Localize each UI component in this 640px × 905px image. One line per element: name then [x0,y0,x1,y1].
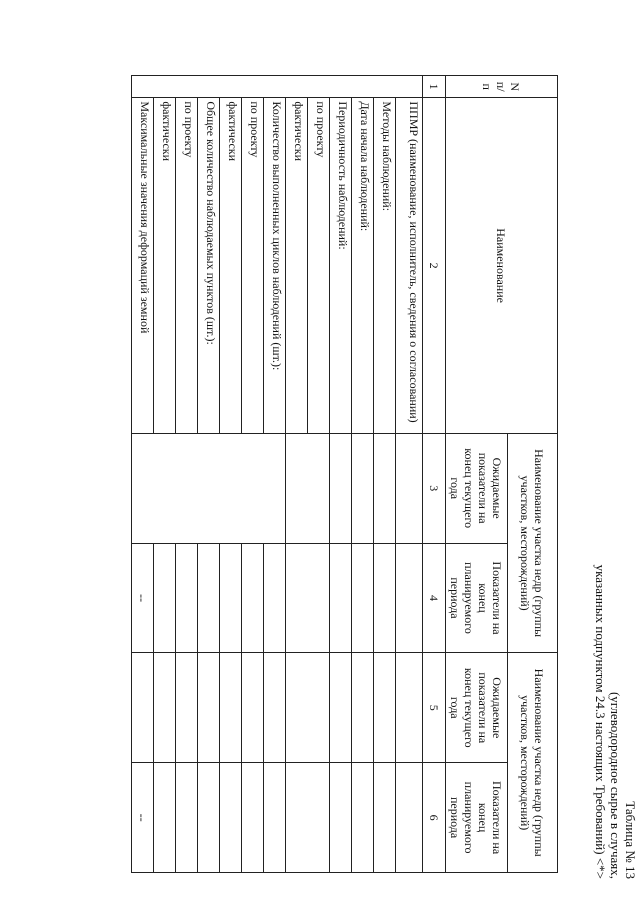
table-cell [198,653,220,763]
table-cell [352,543,374,653]
row-label: Количество выполненных циклов наблюдений (шт.): [264,98,286,433]
table-cell [286,763,330,873]
caption-line-1: Таблица № 13 [623,801,638,879]
row-number-empty [132,76,423,98]
table-cell [242,763,264,873]
table-row [330,76,352,873]
column-number: 3 [423,433,446,543]
table-cell [154,543,176,653]
table-cell [286,653,330,763]
header-group-2: Наименование участка недр (группы участков, месторождений) [508,653,558,873]
row-label: Методы наблюдений: [374,98,396,433]
table-cell [242,543,264,653]
table-cell [330,543,352,653]
row-label: фактически [220,98,242,433]
table-cell [352,763,374,873]
caption-line-2: (углеводородное сырье в случаях, [608,691,623,879]
table-cell [330,763,352,873]
dash-cell: -- [132,763,154,873]
table-caption [593,565,638,879]
table-cell [132,433,286,543]
header-planned-1: Показатели на конец планируемого периода [446,543,508,653]
table-cell [176,763,198,873]
table-cell [286,543,330,653]
dash-cell: -- [132,543,154,653]
table-cell [330,653,352,763]
table-cell [198,763,220,873]
table-cell [396,433,423,543]
table-cell [176,653,198,763]
column-number: 6 [423,763,446,873]
table-row [396,76,423,873]
row-label: Общее количество наблюдаемых пунктов (шт.): [198,98,220,433]
data-table [131,75,558,873]
row-label: по проекту [242,98,264,433]
column-number: 2 [423,98,446,433]
table-cell [374,543,396,653]
table-row [308,76,330,873]
row-label: Максимальные значения деформаций земной [132,98,154,433]
table-row [264,76,286,873]
table-cell [154,653,176,763]
table-cell [220,543,242,653]
column-number: 4 [423,543,446,653]
row-label: ППМР (наименование, исполнитель, сведения о согласовании) [396,98,423,433]
table-cell [374,763,396,873]
table-cell [264,763,286,873]
header-expected-1: Ожидаемые показатели на конец текущего года [446,433,508,543]
header-number: N п/п [446,76,558,98]
table-cell [374,433,396,543]
table-cell [286,433,330,543]
table-cell [264,653,286,763]
row-label: по проекту [176,98,198,433]
table-row [352,76,374,873]
table-row [374,76,396,873]
table-cell [242,653,264,763]
row-label: фактически [154,98,176,433]
monitoring-table [33,75,558,873]
row-label: фактически [286,98,308,433]
table-cell [352,653,374,763]
header-group-1: Наименование участка недр (группы участков, месторождений) [508,433,558,653]
header-name: Наименование [446,98,558,433]
table-cell [396,763,423,873]
table-cell [176,543,198,653]
table-cell [198,543,220,653]
table-cell [352,433,374,543]
table-cell [396,543,423,653]
row-label: Дата начала наблюдений: [352,98,374,433]
header-planned-2: Показатели на конец планируемого периода [446,763,508,873]
header-expected-2: Ожидаемые показатели на конец текущего года [446,653,508,763]
column-number: 5 [423,653,446,763]
table-cell [374,653,396,763]
table-cell [396,653,423,763]
table-cell [220,653,242,763]
column-number: 1 [423,76,446,98]
table-cell [264,543,286,653]
row-label: по проекту [308,98,330,433]
table-cell [220,763,242,873]
caption-line-3: указанных подпунктом 24.3 настоящих Требований) <*> [593,564,608,879]
row-label: Периодичность наблюдений: [330,98,352,433]
table-cell [330,433,352,543]
table-cell [132,653,154,763]
table-cell [154,763,176,873]
